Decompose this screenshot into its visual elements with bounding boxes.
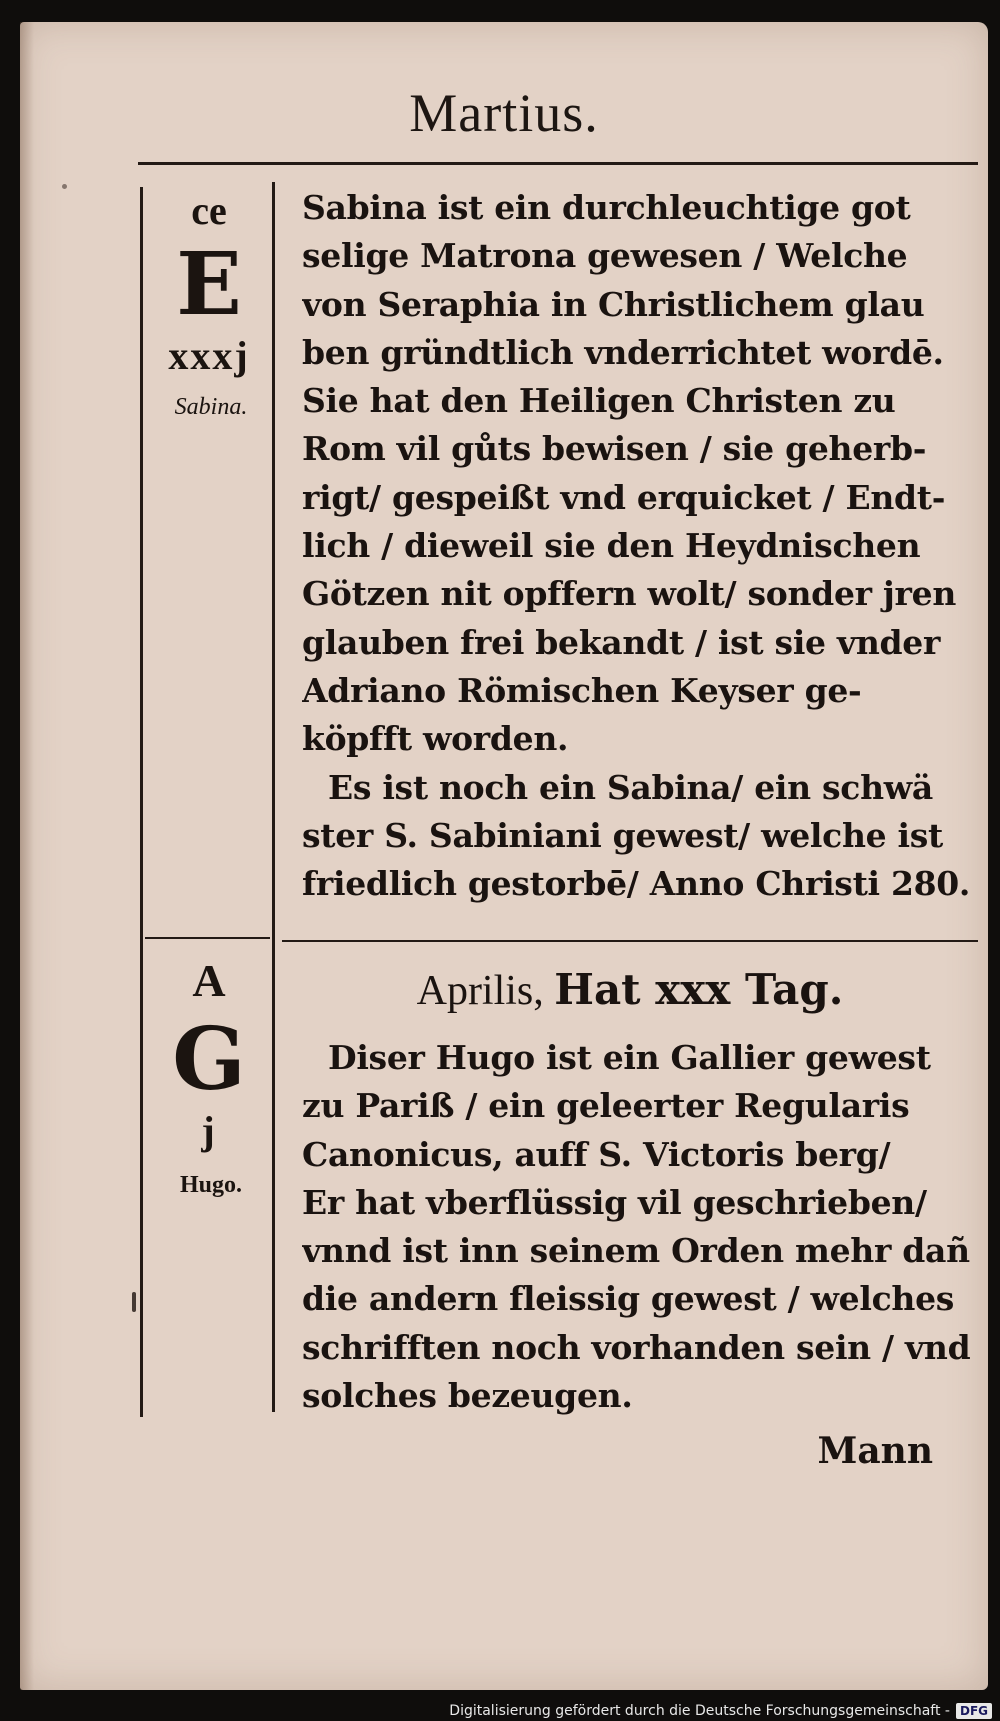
left-margin-rule xyxy=(140,187,143,1417)
column-divider-rule xyxy=(272,182,275,1412)
text-line: ben gründtlich vnderrichtet wordē. xyxy=(302,332,944,372)
dfg-logo-icon: DFG xyxy=(956,1703,992,1719)
text-line: Rom vil gůts bewisen / sie geherb- xyxy=(302,429,927,469)
ink-speck xyxy=(132,1292,136,1312)
text-line: rigt/ gespeißt vnd erquicket / Endt- xyxy=(302,477,946,517)
text-line: selige Matrona gewesen / Welche xyxy=(302,236,908,276)
entry-2-text xyxy=(302,1034,978,1420)
text-line: friedlich gestorbē/ Anno Christi 280. xyxy=(302,864,971,904)
month-heading xyxy=(282,965,978,1015)
text-line: Sie hat den Heiligen Christen zu xyxy=(302,381,896,421)
text-line: Er hat vberflüssig vil geschrieben/ xyxy=(302,1182,927,1222)
footer-credit: Digitalisierung gefördert durch die Deutsche Forschungsgemeinschaft - xyxy=(449,1703,950,1719)
entry-2-month-letter: A xyxy=(192,955,226,1006)
text-line: schrifften noch vorhanden sein / vnd xyxy=(302,1327,971,1367)
text-line: vnnd ist inn seinem Orden mehr dañ xyxy=(302,1231,970,1271)
ink-speck xyxy=(62,184,67,189)
text-line: von Seraphia in Christlichem glau xyxy=(302,284,925,324)
entry-2-saint-name: Hugo. xyxy=(179,1172,242,1198)
catchword: Mann xyxy=(817,1430,933,1472)
month-heading-days: Hat xxx Tag. xyxy=(554,965,844,1014)
text-line: ster S. Sabiniani gewest/ welche ist xyxy=(302,815,943,855)
text-line: glauben frei bekandt / ist sie vnder xyxy=(302,622,941,662)
entry-1-day-number: xxxj xyxy=(168,333,250,378)
digitization-footer xyxy=(0,1703,1000,1719)
entry-1-text xyxy=(302,184,978,908)
text-line: Es ist noch ein Sabina/ ein schwä xyxy=(328,767,933,807)
entry-separator-left xyxy=(145,937,270,939)
text-line: zu Pariß / ein geleerter Regularis xyxy=(302,1086,910,1126)
page-spine-shadow xyxy=(20,22,34,1690)
month-heading-latin: Aprilis, xyxy=(416,968,544,1014)
book-page xyxy=(20,22,988,1690)
text-line: solches bezeugen. xyxy=(302,1376,633,1416)
top-rule xyxy=(138,162,978,165)
text-line: Götzen nit opffern wolt/ sonder jren xyxy=(302,574,957,614)
text-line: die andern fleissig gewest / welches xyxy=(302,1279,955,1319)
entry-1-dominical-letter: E xyxy=(176,234,242,335)
entry-2-dominical-letter: G xyxy=(172,1009,246,1110)
entry-1-saint-name: Sabina. xyxy=(174,394,248,420)
text-line: Diser Hugo ist ein Gallier gewest xyxy=(328,1038,931,1077)
text-line: lich / dieweil sie den Heydnischen xyxy=(302,526,921,566)
text-line: Canonicus, auff S. Victoris berg/ xyxy=(302,1134,891,1174)
entry-1-month-letter: ce xyxy=(191,188,227,233)
text-line: köpfft worden. xyxy=(302,719,569,759)
entry-separator-right xyxy=(282,940,978,942)
text-line: Adriano Römischen Keyser ge- xyxy=(302,670,862,710)
text-line: Sabina ist ein durchleuchtige got xyxy=(302,188,911,227)
page-title: Martius. xyxy=(409,83,599,143)
entry-2-day-number: j xyxy=(201,1108,217,1153)
